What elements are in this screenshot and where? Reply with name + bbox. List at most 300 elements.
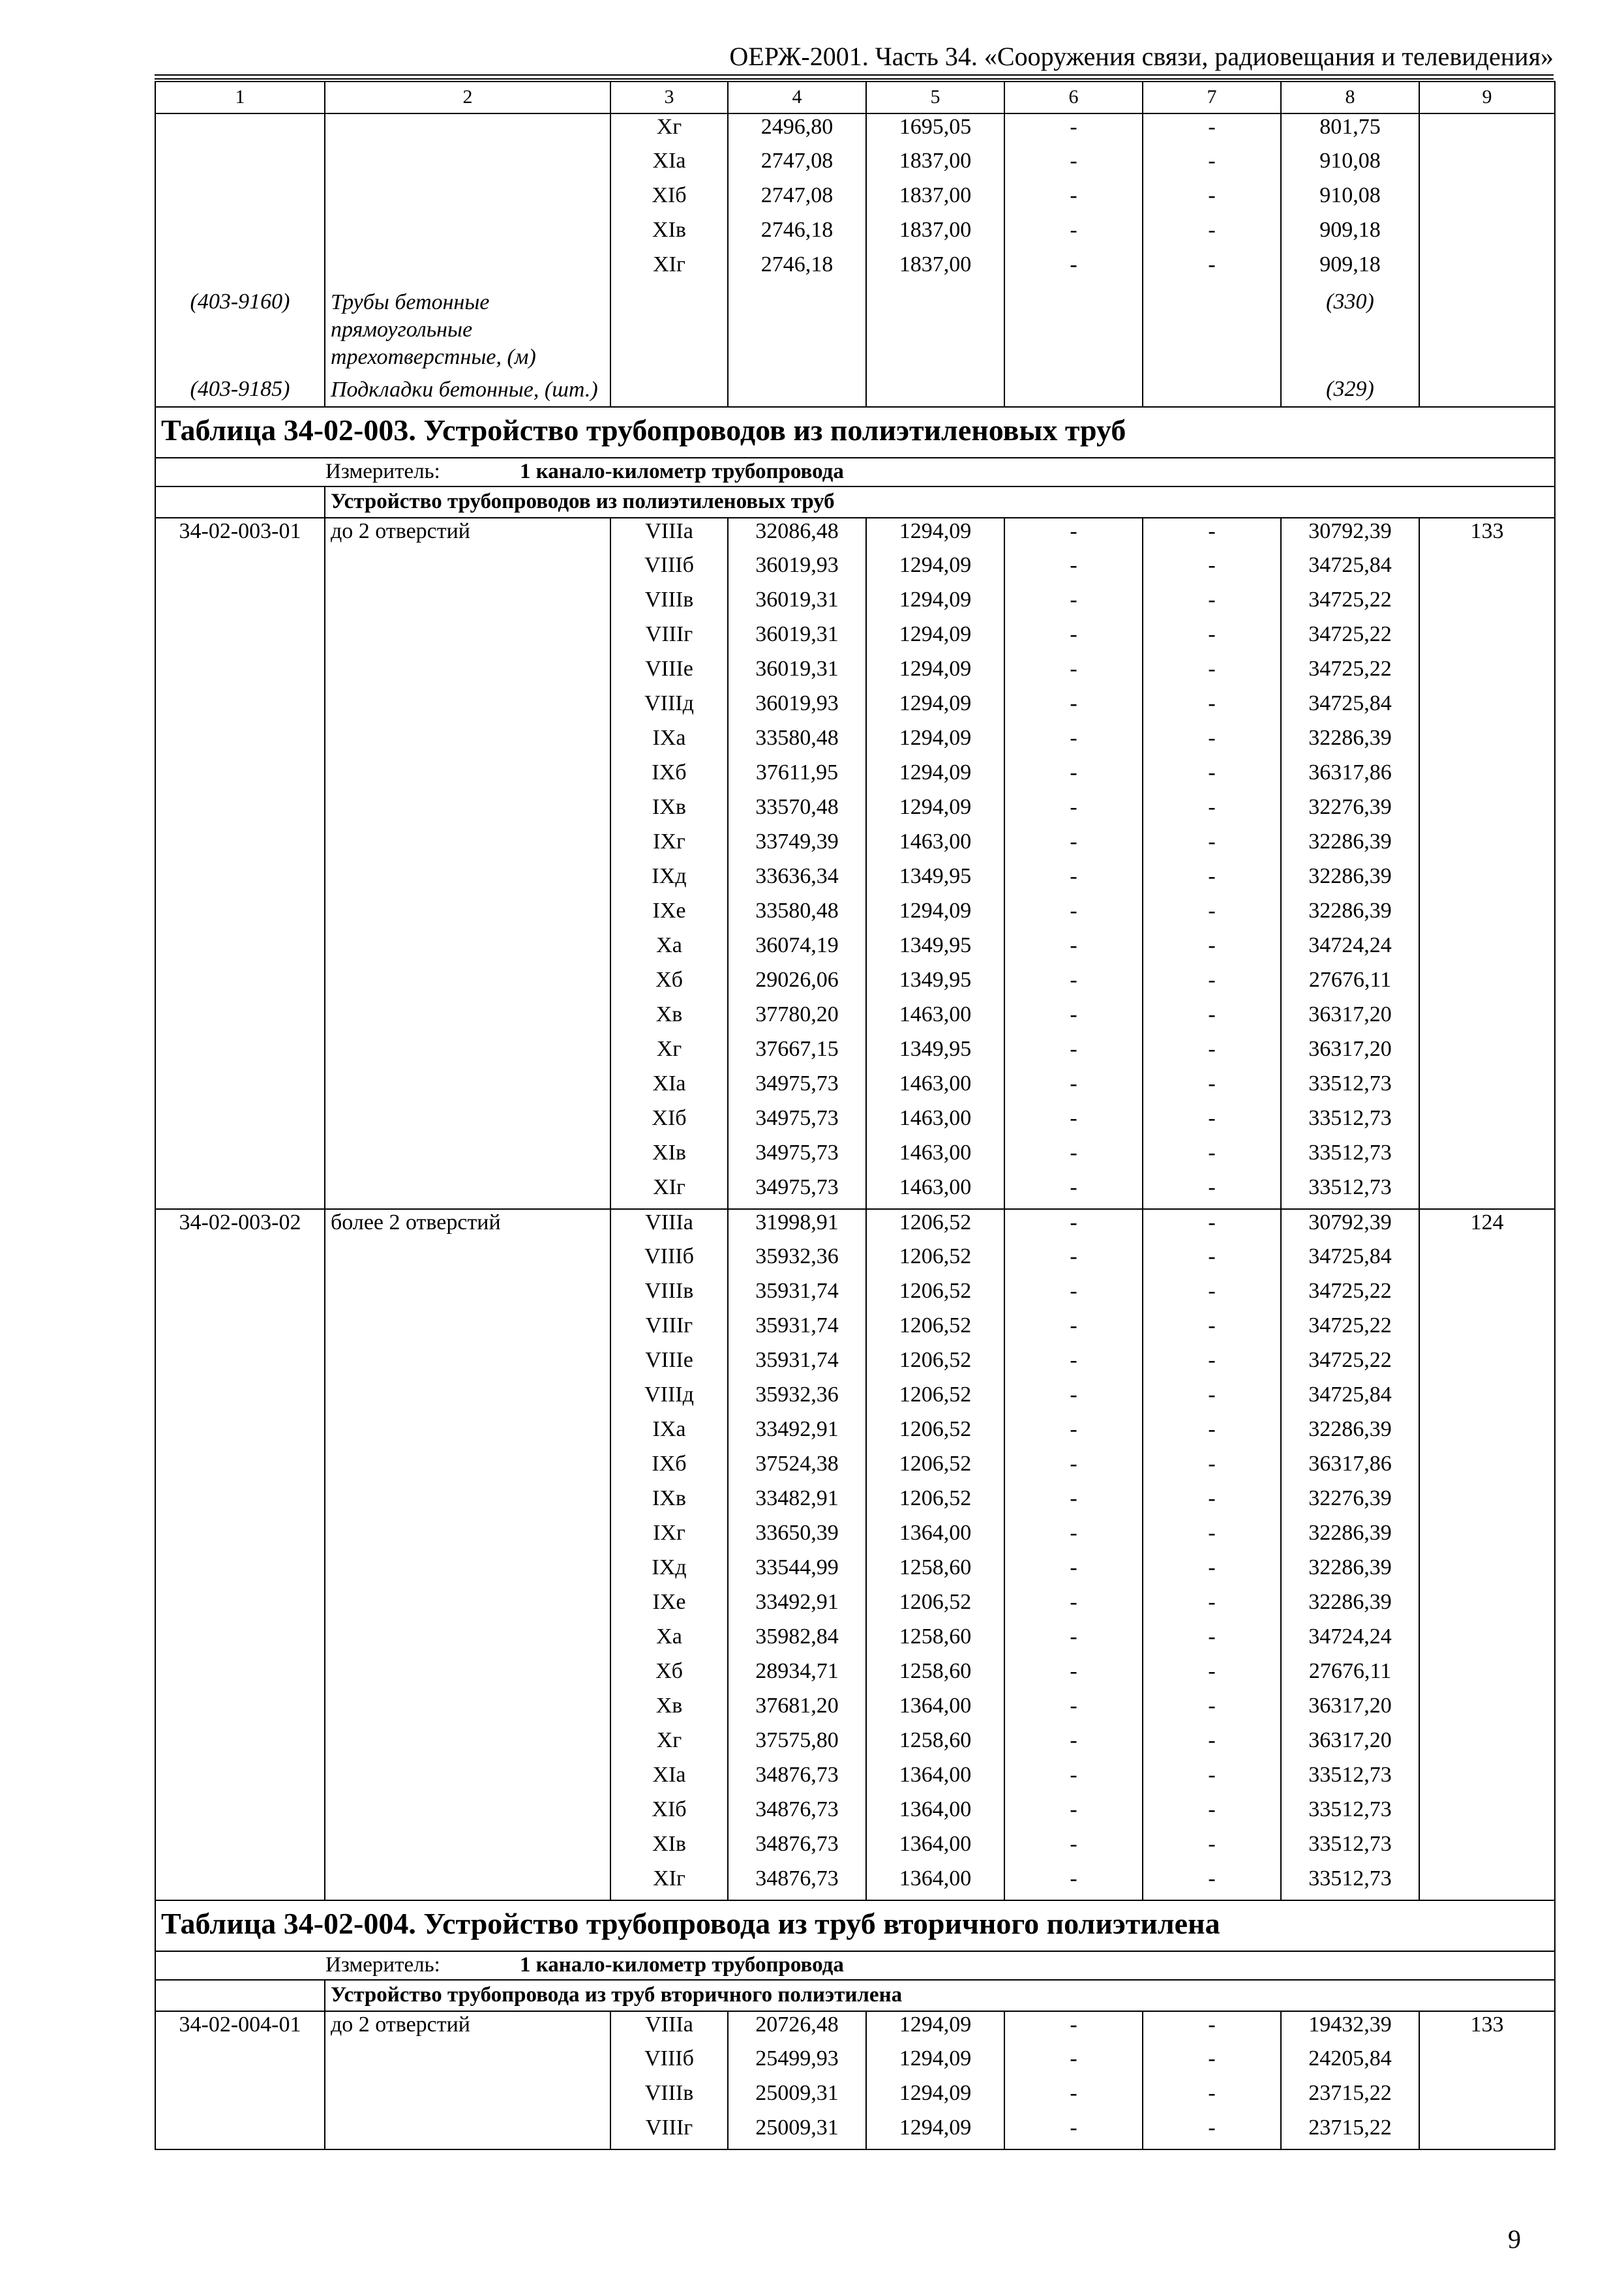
c3-cell: VIIIв [610, 2080, 728, 2115]
table-row [155, 1866, 1555, 1900]
meter-label: Измеритель: [325, 460, 440, 483]
c6-cell: - [1004, 2080, 1143, 2115]
c5-cell: 1695,05 [866, 113, 1004, 148]
c8-cell: 36317,20 [1281, 1002, 1419, 1036]
material-name: Подкладки бетонные, (шт.) [325, 374, 610, 407]
column-number: 6 [1004, 82, 1143, 113]
c4-cell: 37524,38 [728, 1451, 866, 1486]
c5-cell: 1206,52 [866, 1451, 1004, 1486]
c4-cell: 34876,73 [728, 1866, 866, 1900]
name-cell [325, 1416, 610, 1451]
name-cell [325, 863, 610, 898]
code-cell [155, 1347, 325, 1382]
header-rule [155, 78, 1554, 80]
empty-cell [155, 1980, 325, 2011]
code-cell [155, 1693, 325, 1728]
c3-cell: IXб [610, 1451, 728, 1486]
material-code: (403-9160) [155, 286, 325, 374]
c7-cell: - [1143, 2011, 1281, 2046]
c3-cell: XIб [610, 1105, 728, 1140]
c4-cell: 34975,73 [728, 1105, 866, 1140]
c7-cell: - [1143, 1797, 1281, 1831]
code-cell [155, 863, 325, 898]
name-cell [325, 1520, 610, 1555]
c7-cell: - [1143, 933, 1281, 967]
c4-cell: 33544,99 [728, 1555, 866, 1589]
table-row [155, 794, 1555, 829]
c6-cell: - [1004, 1831, 1143, 1866]
c9-cell [1419, 1797, 1555, 1831]
c3-cell: Xв [610, 1693, 728, 1728]
c4-cell: 36074,19 [728, 933, 866, 967]
page-number: 9 [1508, 2224, 1521, 2254]
empty-cell [1004, 286, 1143, 374]
c9-cell [1419, 863, 1555, 898]
c4-cell: 33636,34 [728, 863, 866, 898]
c3-cell: IXг [610, 829, 728, 863]
c9-cell [1419, 1486, 1555, 1520]
c6-cell: - [1004, 1762, 1143, 1797]
c7-cell: - [1143, 1831, 1281, 1866]
code-cell [155, 829, 325, 863]
c9-cell [1419, 1451, 1555, 1486]
column-number: 4 [728, 82, 866, 113]
table-row [155, 863, 1555, 898]
c8-cell: 33512,73 [1281, 1140, 1419, 1174]
code-cell [155, 587, 325, 621]
name-cell [325, 148, 610, 183]
c7-cell: - [1143, 1624, 1281, 1658]
c6-cell: - [1004, 621, 1143, 656]
code-cell [155, 691, 325, 725]
code-cell [155, 1244, 325, 1278]
c8-cell: 32286,39 [1281, 829, 1419, 863]
c9-cell [1419, 933, 1555, 967]
c6-cell: - [1004, 1624, 1143, 1658]
c5-cell: 1349,95 [866, 967, 1004, 1002]
table-row [155, 552, 1555, 587]
code-cell [155, 1002, 325, 1036]
table-body [155, 82, 1555, 2149]
c9-cell [1419, 1555, 1555, 1589]
code-cell [155, 1278, 325, 1313]
c5-cell: 1463,00 [866, 1002, 1004, 1036]
name-cell [325, 1486, 610, 1520]
c6-cell: - [1004, 1209, 1143, 1244]
empty-cell [155, 486, 325, 518]
code-cell [155, 1658, 325, 1693]
c4-cell: 36019,31 [728, 656, 866, 691]
c3-cell: VIIIг [610, 2115, 728, 2149]
c6-cell: - [1004, 518, 1143, 552]
table-row [155, 587, 1555, 621]
table-row [155, 1520, 1555, 1555]
c8-cell: 27676,11 [1281, 1658, 1419, 1693]
c8-cell: 34725,84 [1281, 1382, 1419, 1416]
c4-cell: 33482,91 [728, 1486, 866, 1520]
meter-cell [155, 458, 1555, 486]
table-row [155, 148, 1555, 183]
c5-cell: 1837,00 [866, 217, 1004, 252]
c4-cell: 36019,31 [728, 621, 866, 656]
column-number: 8 [1281, 82, 1419, 113]
c7-cell: - [1143, 148, 1281, 183]
c3-cell: IXе [610, 898, 728, 933]
c4-cell: 36019,93 [728, 691, 866, 725]
c7-cell: - [1143, 1486, 1281, 1520]
c4-cell: 2746,18 [728, 217, 866, 252]
c6-cell: - [1004, 656, 1143, 691]
column-number: 1 [155, 82, 325, 113]
code-cell [155, 1105, 325, 1140]
c3-cell: VIIIа [610, 518, 728, 552]
c4-cell: 35931,74 [728, 1313, 866, 1347]
c8-cell: 33512,73 [1281, 1071, 1419, 1105]
c6-cell: - [1004, 148, 1143, 183]
c3-cell: Xа [610, 933, 728, 967]
empty-cell [866, 286, 1004, 374]
c3-cell: XIа [610, 148, 728, 183]
table-row [155, 1486, 1555, 1520]
c6-cell: - [1004, 1451, 1143, 1486]
c4-cell: 29026,06 [728, 967, 866, 1002]
c5-cell: 1349,95 [866, 1036, 1004, 1071]
code-cell [155, 252, 325, 286]
table-row [155, 113, 1555, 148]
c5-cell: 1364,00 [866, 1762, 1004, 1797]
c5-cell: 1364,00 [866, 1520, 1004, 1555]
meter-cell [155, 1951, 1555, 1980]
c9-cell [1419, 2115, 1555, 2149]
c3-cell: VIIIе [610, 656, 728, 691]
name-cell [325, 794, 610, 829]
c8-cell: 34725,22 [1281, 1278, 1419, 1313]
column-number: 5 [866, 82, 1004, 113]
table-row [155, 933, 1555, 967]
c5-cell: 1837,00 [866, 148, 1004, 183]
rates-table [155, 81, 1556, 2150]
name-cell [325, 1797, 610, 1831]
code-cell [155, 2046, 325, 2080]
material-name: Трубы бетонные прямоугольные трехотверстные, (м) [325, 286, 610, 374]
page-header [155, 40, 1554, 73]
c6-cell: - [1004, 1105, 1143, 1140]
table-row [155, 1658, 1555, 1693]
c5-cell: 1294,09 [866, 2115, 1004, 2149]
c3-cell: Xг [610, 113, 728, 148]
c8-cell: 36317,20 [1281, 1036, 1419, 1071]
table-row [155, 1244, 1555, 1278]
column-numbers-row [155, 82, 1555, 113]
c6-cell: - [1004, 725, 1143, 760]
c3-cell: IXе [610, 1589, 728, 1624]
c3-cell: XIа [610, 1071, 728, 1105]
c9-cell [1419, 1071, 1555, 1105]
c7-cell: - [1143, 1520, 1281, 1555]
c5-cell: 1258,60 [866, 1555, 1004, 1589]
c7-cell: - [1143, 1658, 1281, 1693]
c5-cell: 1463,00 [866, 1174, 1004, 1209]
code-cell [155, 1416, 325, 1451]
meter-value: 1 канало-километр трубопровода [520, 460, 844, 483]
c8-cell: 32286,39 [1281, 898, 1419, 933]
c4-cell: 34975,73 [728, 1174, 866, 1209]
c9-cell [1419, 1866, 1555, 1900]
c8-cell: 34725,84 [1281, 1244, 1419, 1278]
c4-cell: 20726,48 [728, 2011, 866, 2046]
code-cell [155, 933, 325, 967]
c5-cell: 1463,00 [866, 1071, 1004, 1105]
table-row [155, 2011, 1555, 2046]
c7-cell: - [1143, 794, 1281, 829]
c5-cell: 1206,52 [866, 1278, 1004, 1313]
empty-cell [1143, 286, 1281, 374]
table-row [155, 1831, 1555, 1866]
table-row [155, 1382, 1555, 1416]
name-cell: более 2 отверстий [325, 1209, 610, 1244]
c8-cell: 32276,39 [1281, 794, 1419, 829]
c9-cell [1419, 217, 1555, 252]
c5-cell: 1837,00 [866, 252, 1004, 286]
c5-cell: 1294,09 [866, 518, 1004, 552]
c4-cell: 35982,84 [728, 1624, 866, 1658]
c4-cell: 2747,08 [728, 183, 866, 217]
c7-cell: - [1143, 217, 1281, 252]
c3-cell: IXд [610, 1555, 728, 1589]
code-cell [155, 1728, 325, 1762]
c5-cell: 1294,09 [866, 2080, 1004, 2115]
c8-cell: 36317,86 [1281, 1451, 1419, 1486]
table-title-row [155, 407, 1555, 458]
name-cell [325, 2080, 610, 2115]
c5-cell: 1206,52 [866, 1209, 1004, 1244]
c3-cell: XIг [610, 1174, 728, 1209]
c5-cell: 1206,52 [866, 1486, 1004, 1520]
c4-cell: 2496,80 [728, 113, 866, 148]
c3-cell: VIIIв [610, 1278, 728, 1313]
table-row [155, 829, 1555, 863]
c7-cell: - [1143, 829, 1281, 863]
empty-cell [728, 374, 866, 407]
c6-cell: - [1004, 1174, 1143, 1209]
c7-cell: - [1143, 552, 1281, 587]
c9-cell [1419, 898, 1555, 933]
table-row [155, 1071, 1555, 1105]
c4-cell: 35931,74 [728, 1278, 866, 1313]
c8-cell: 34725,84 [1281, 691, 1419, 725]
c8-cell: 34725,84 [1281, 552, 1419, 587]
c9-cell: 133 [1419, 2011, 1555, 2046]
c3-cell: VIIIе [610, 1347, 728, 1382]
c9-cell [1419, 1589, 1555, 1624]
name-cell [325, 1866, 610, 1900]
c3-cell: Xа [610, 1624, 728, 1658]
table-title: Таблица 34-02-004. Устройство трубопровода из труб вторичного полиэтилена [155, 1900, 1555, 1951]
c3-cell: VIIIд [610, 1382, 728, 1416]
c6-cell: - [1004, 587, 1143, 621]
table-row [155, 1555, 1555, 1589]
table-row [155, 1209, 1555, 1244]
c4-cell: 34975,73 [728, 1071, 866, 1105]
table-row [155, 217, 1555, 252]
c5-cell: 1258,60 [866, 1728, 1004, 1762]
code-cell [155, 1589, 325, 1624]
code-cell [155, 621, 325, 656]
c5-cell: 1463,00 [866, 1105, 1004, 1140]
code-cell: 34-02-004-01 [155, 2011, 325, 2046]
code-cell [155, 2115, 325, 2149]
c3-cell: VIIIа [610, 1209, 728, 1244]
c7-cell: - [1143, 2080, 1281, 2115]
empty-cell [866, 374, 1004, 407]
c7-cell: - [1143, 1451, 1281, 1486]
c7-cell: - [1143, 113, 1281, 148]
c7-cell: - [1143, 898, 1281, 933]
name-cell [325, 1140, 610, 1174]
c8-cell: 34725,22 [1281, 621, 1419, 656]
c9-cell [1419, 1693, 1555, 1728]
material-qty: (329) [1281, 374, 1419, 407]
c6-cell: - [1004, 829, 1143, 863]
c7-cell: - [1143, 1244, 1281, 1278]
code-cell [155, 1451, 325, 1486]
table-row [155, 1416, 1555, 1451]
c9-cell [1419, 1658, 1555, 1693]
name-cell [325, 2115, 610, 2149]
c4-cell: 35932,36 [728, 1244, 866, 1278]
c5-cell: 1294,09 [866, 898, 1004, 933]
c6-cell: - [1004, 1071, 1143, 1105]
material-qty: (330) [1281, 286, 1419, 374]
c7-cell: - [1143, 1382, 1281, 1416]
code-cell [155, 1797, 325, 1831]
material-row [155, 374, 1555, 407]
c8-cell: 34724,24 [1281, 933, 1419, 967]
c5-cell: 1463,00 [866, 829, 1004, 863]
table-row [155, 1797, 1555, 1831]
c7-cell: - [1143, 656, 1281, 691]
name-cell [325, 252, 610, 286]
c8-cell: 36317,86 [1281, 760, 1419, 794]
c3-cell: IXа [610, 1416, 728, 1451]
c3-cell: IXг [610, 1520, 728, 1555]
c6-cell: - [1004, 760, 1143, 794]
c9-cell [1419, 829, 1555, 863]
c7-cell: - [1143, 1071, 1281, 1105]
code-cell [155, 1486, 325, 1520]
code-cell [155, 217, 325, 252]
c9-cell [1419, 760, 1555, 794]
c4-cell: 25499,93 [728, 2046, 866, 2080]
c9-cell [1419, 252, 1555, 286]
c7-cell: - [1143, 1416, 1281, 1451]
c3-cell: Xг [610, 1728, 728, 1762]
c3-cell: IXа [610, 725, 728, 760]
c4-cell: 2747,08 [728, 148, 866, 183]
c6-cell: - [1004, 252, 1143, 286]
c8-cell: 30792,39 [1281, 1209, 1419, 1244]
name-cell [325, 933, 610, 967]
c6-cell: - [1004, 1486, 1143, 1520]
code-cell [155, 1762, 325, 1797]
c8-cell: 30792,39 [1281, 518, 1419, 552]
c7-cell: - [1143, 621, 1281, 656]
table-row [155, 1728, 1555, 1762]
c8-cell: 32276,39 [1281, 1486, 1419, 1520]
c6-cell: - [1004, 1589, 1143, 1624]
c9-cell [1419, 1105, 1555, 1140]
c4-cell: 37667,15 [728, 1036, 866, 1071]
code-cell [155, 1140, 325, 1174]
c5-cell: 1258,60 [866, 1624, 1004, 1658]
name-cell [325, 1105, 610, 1140]
c9-cell [1419, 1416, 1555, 1451]
c8-cell: 34725,22 [1281, 656, 1419, 691]
code-cell [155, 725, 325, 760]
name-cell [325, 183, 610, 217]
c4-cell: 33492,91 [728, 1416, 866, 1451]
c4-cell: 36019,93 [728, 552, 866, 587]
c4-cell: 35932,36 [728, 1382, 866, 1416]
c5-cell: 1349,95 [866, 863, 1004, 898]
name-cell [325, 1831, 610, 1866]
c3-cell: Xг [610, 1036, 728, 1071]
c6-cell: - [1004, 1728, 1143, 1762]
code-cell [155, 2080, 325, 2115]
c7-cell: - [1143, 1866, 1281, 1900]
c9-cell [1419, 1520, 1555, 1555]
c3-cell: VIIIв [610, 587, 728, 621]
c7-cell: - [1143, 863, 1281, 898]
name-cell [325, 725, 610, 760]
c8-cell: 36317,20 [1281, 1693, 1419, 1728]
c9-cell [1419, 725, 1555, 760]
c3-cell: IXб [610, 760, 728, 794]
empty-cell [728, 286, 866, 374]
c9-cell [1419, 2080, 1555, 2115]
material-code: (403-9185) [155, 374, 325, 407]
c6-cell: - [1004, 1866, 1143, 1900]
c9-cell [1419, 1174, 1555, 1209]
code-cell [155, 1866, 325, 1900]
c5-cell: 1294,09 [866, 587, 1004, 621]
c6-cell: - [1004, 2046, 1143, 2080]
c8-cell: 34725,22 [1281, 587, 1419, 621]
table-row [155, 1451, 1555, 1486]
table-row [155, 1002, 1555, 1036]
name-cell [325, 1002, 610, 1036]
name-cell [325, 1071, 610, 1105]
code-cell [155, 794, 325, 829]
c3-cell: XIб [610, 183, 728, 217]
c6-cell: - [1004, 183, 1143, 217]
c9-cell [1419, 621, 1555, 656]
code-cell: 34-02-003-01 [155, 518, 325, 552]
c7-cell: - [1143, 1036, 1281, 1071]
name-cell [325, 113, 610, 148]
table-row [155, 1140, 1555, 1174]
empty-cell [1419, 374, 1555, 407]
c3-cell: VIIIд [610, 691, 728, 725]
c5-cell: 1258,60 [866, 1658, 1004, 1693]
c7-cell: - [1143, 725, 1281, 760]
c4-cell: 25009,31 [728, 2080, 866, 2115]
c8-cell: 801,75 [1281, 113, 1419, 148]
name-cell [325, 691, 610, 725]
c8-cell: 33512,73 [1281, 1866, 1419, 1900]
c6-cell: - [1004, 1693, 1143, 1728]
code-cell [155, 656, 325, 691]
